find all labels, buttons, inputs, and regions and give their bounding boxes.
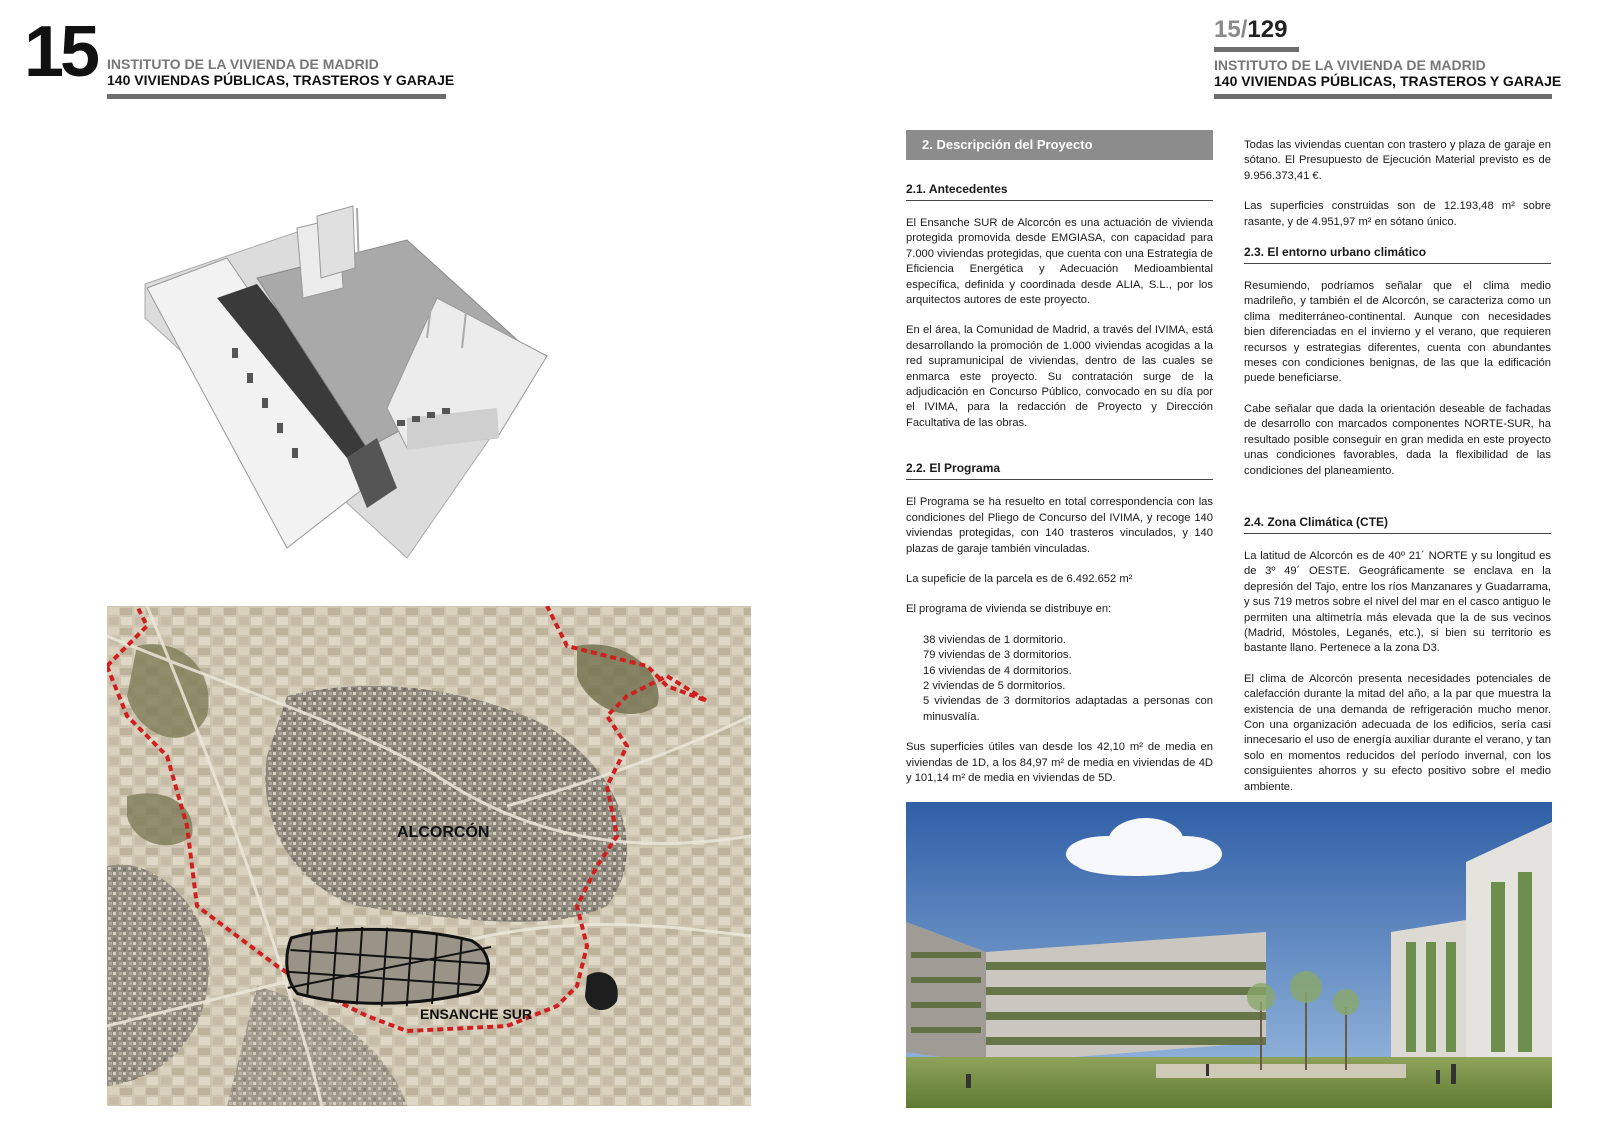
building-axonometric-image xyxy=(107,188,579,568)
budget-paragraph: Todas las viviendas cuentan con trastero y plaza de garaje en sótano. El Presupuesto de Ejecución Material previsto es de 9.956.373,41 €. xyxy=(1244,139,1551,182)
antecedentes-paragraph-2: En el área, la Comunidad de Madrid, a través del IVIMA, está desarrollando la promoción de 1.000 viviendas acogidas a la red supramunicipal de viviendas, dentro de las cuales se enmarca este proyecto. Su contratación surge de la adjudicación en Concurso Público, convocado en su día por el IVIMA, para la redacción de Proyecto y Dirección Facultativa de las obras. xyxy=(906,324,1213,429)
heading-antecedentes: 2.1. Antecedentes xyxy=(906,182,1213,201)
list-item: 38 viviendas de 1 dormitorio. xyxy=(923,633,1067,646)
header-project-title: 140 VIVIENDAS PÚBLICAS, TRASTEROS Y GARAJE xyxy=(1214,73,1562,89)
left-header xyxy=(107,56,454,88)
aerial-map-image xyxy=(107,606,751,1106)
right-header-rule xyxy=(1214,94,1552,99)
dwelling-list xyxy=(906,633,1213,725)
entorno-paragraph-2: Cabe señalar que dada la orientación deseable de fachadas de desarrollo con marcados componentes NORTE-SUR, ha resultado posible conseguir en gran medida en este proyecto unas condiciones favorables, dada la flexibilidad de las condiciones del planeamiento. xyxy=(1244,402,1551,477)
section-title-bar: 2. Descripción del Proyecto xyxy=(906,130,1213,160)
list-item: 16 viviendas de 4 dormitorios. xyxy=(923,664,1072,677)
header-institution: INSTITUTO DE LA VIVIENDA DE MADRID xyxy=(107,56,379,72)
text-column-right xyxy=(1244,138,1551,810)
header-institution: INSTITUTO DE LA VIVIENDA DE MADRID xyxy=(1214,57,1486,73)
text-column-left xyxy=(906,130,1213,801)
zona-paragraph-2: El clima de Alcorcón presenta necesidades potenciales de calefacción durante la mitad del año, a la par que muestra la existencia de una demanda de refrigeración mucho menor. Con una organización adecuada de los edificios, sería casi innecesario el uso de energía auxiliar durante el verano, y tan solo en momentos reducidos del período invernal, con los consiguientes ahorros y su efecto positivo sobre el medio ambiente. xyxy=(1244,672,1551,793)
heading-entorno: 2.3. El entorno urbano climático xyxy=(1244,245,1551,264)
right-header xyxy=(1214,57,1561,89)
map-label-ensanche-sur: ENSANCHE SUR xyxy=(420,1006,533,1022)
left-header-rule xyxy=(107,94,446,99)
zona-paragraph-1: La latitud de Alcorcón es de 40º 21´ NORTE y su longitud es de 3º 49´ OESTE. Geográficamente se enclava en la depresión del Tajo, entre los ríos Manzanares y Guadarrama, y sus 719 metros sobre el nivel del mar en el casco antiguo le permiten una altimetría más elevada que la de sus vecinos (Madrid, Móstoles, Leganés, etc.), si bien su territorio es bastante llano. Pertenece a la zona D3. xyxy=(1244,549,1551,655)
heading-zona-climatica: 2.4. Zona Climática (CTE) xyxy=(1244,515,1551,534)
page-counter xyxy=(1214,16,1287,44)
programa-paragraph-3: El programa de vivienda se distribuye en: xyxy=(906,603,1112,616)
page-number-large: 15 xyxy=(24,12,97,92)
programa-paragraph-1: El Programa se ha resuelto en total correspondencia con las condiciones del Pliego de Concurso del IVIMA, y recoge 140 viviendas protegidas, con 140 trasteros vinculados, y 140 plazas de garaje también vinculadas. xyxy=(906,496,1213,555)
entorno-paragraph-1: Resumiendo, podríamos señalar que el clima medio madrileño, y también el de Alcorcón, se caracteriza como un clima mediterráneo-continental. Aunque con necesidades bien diferenciadas en el invierno y el verano, que requieren recursos y estrategias diferentes, cuenta con abundantes meses con condiciones benignas, de las que la edificación puede beneficiarse. xyxy=(1244,280,1551,385)
programa-paragraph-2: La supeficie de la parcela es de 6.492.652 m² xyxy=(906,572,1133,585)
programa-paragraph-4: Sus superficies útiles van desde los 42,10 m² de media en viviendas de 1D, a los 84,97 m² de media en viviendas de 4D y 101,14 m² de media en viviendas de 5D. xyxy=(906,741,1213,784)
map-label-alcorcon: ALCORCÓN xyxy=(397,824,490,841)
housing-render-image xyxy=(906,802,1552,1108)
antecedentes-paragraph-1: El Ensanche SUR de Alcorcón es una actuación de vivienda protegida promovida desde EMGIASA, con capacidad para 7.000 viviendas protegidas, que cuenta con una Estrategia de Eficiencia Energética y Adecuación Medioambiental específica, definida y coordinada desde ALIA, S.L., por los arquitectos autores de este proyecto. xyxy=(906,217,1213,307)
page-total: 129 xyxy=(1247,16,1288,43)
header-project-title: 140 VIVIENDAS PÚBLICAS, TRASTEROS Y GARAJE xyxy=(107,72,455,88)
list-item: 5 viviendas de 3 dormitorios adaptadas a personas con minusvalía. xyxy=(923,695,1213,723)
list-item: 79 viviendas de 3 dormitorios. xyxy=(923,649,1072,662)
page-counter-rule xyxy=(1214,47,1299,52)
page-current: 15/ xyxy=(1214,16,1248,43)
surfaces-paragraph: Las superficies construidas son de 12.193,48 m² sobre rasante, y de 4.951,97 m² en sótano único. xyxy=(1244,200,1551,228)
heading-programa: 2.2. El Programa xyxy=(906,461,1213,480)
list-item: 2 viviendas de 5 dormitorios. xyxy=(923,679,1066,692)
